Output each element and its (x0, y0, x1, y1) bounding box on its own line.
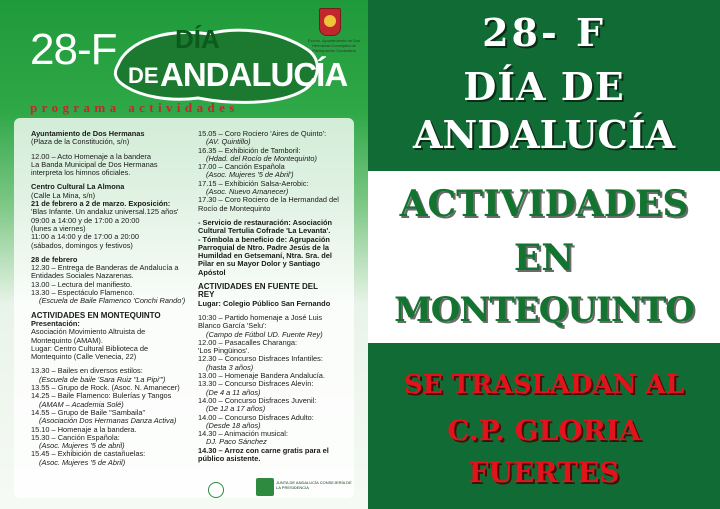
program-column-right (198, 130, 358, 463)
program-line: 15.45 – Exhibición de castañuelas: (31, 449, 146, 459)
program-line: Apóstol (198, 267, 226, 277)
panel-montequinto: MONTEQUINTO (394, 290, 694, 330)
flyer-program-heading: programa actividades (30, 100, 239, 115)
ayuntamiento-logo-text: Excmo. Ayuntamiento de Dos Hermanas Concejalía de Participación Ciudadana (307, 38, 361, 53)
program-line: Rocío de Montequinto (198, 203, 271, 213)
program-line: 14.55 – Grupo de Baile "Sambaila" (31, 407, 146, 417)
program-line: (Asociación Dos Hermanas Danza Activa) (39, 416, 177, 426)
ayuntamiento-crest-icon (319, 8, 341, 36)
program-line: Blanco García 'Selu': (198, 321, 267, 331)
panel-dia-de: DÍA DE (463, 64, 625, 109)
program-line: ACTIVIDADES EN MONTEQUINTO (31, 310, 161, 320)
program-line: Ayuntamiento de Dos Hermanas (31, 129, 145, 138)
program-line: 17.00 – Canción Española (198, 162, 285, 172)
program-line: 13.55 – Grupo de Rock. (Asoc. N. Amanecer) (31, 383, 180, 393)
program-line: (lunes a viernes) (31, 223, 86, 233)
program-line: 12.30 – Concurso Disfraces Infantiles: (198, 354, 323, 364)
program-line: Montequinto (Calle Venecia, 22) (31, 352, 137, 362)
program-line: REY (198, 290, 215, 300)
program-line: 14.00 – Concurso Disfraces Adulto: (198, 412, 314, 422)
program-line: (Asoc. Nuevo Amanecer) (206, 187, 289, 197)
program-line: 14.25 – Baile Flamenco: Bulerías y Tangos (31, 391, 172, 401)
program-line: 12.00 – Pasacalles Charanga: (198, 337, 298, 347)
panel-actividades: ACTIVIDADES (399, 183, 689, 225)
program-line: Asociación Movimiento Altruista de (31, 327, 146, 337)
program-line: 12.30 – Entrega de Banderas de Andalucía a (31, 263, 179, 273)
program-line: Montequinto (AMAM). (31, 335, 103, 345)
program-line: 14.30 – Arroz con carne gratis para el (198, 445, 329, 455)
announcement-panel (368, 0, 720, 509)
program-line: Parroquial de Ntro. Padre Jesús de la (198, 242, 330, 252)
program-line: (Asoc. Mujeres '5 de abril) (39, 441, 125, 451)
panel-andalucia: ANDALUCÍA (413, 112, 675, 157)
program-line: (sábados, domingos y festivos) (31, 240, 133, 250)
program-line: DJ. Paco Sánchez (206, 437, 267, 447)
program-line: 12.00 – Acto Homenaje a la bandera (31, 151, 151, 161)
panel-se-trasladan: SE TRASLADAN AL (404, 370, 684, 400)
program-line: Lugar: Centro Cultural Biblioteca de (31, 343, 149, 353)
program-column-left (31, 130, 191, 467)
program-line: (AMAM – Academia Solé) (39, 399, 124, 409)
program-line: ACTIVIDADES EN FUENTE DEL (198, 282, 319, 292)
program-line: 17.30 – Coro Rociero de la Hermandad del (198, 195, 339, 205)
program-line: (Campo de Fútbol UD. Fuente Rey) (206, 329, 323, 339)
program-line: interpreta los himnos oficiales. (31, 168, 131, 178)
program-line: 15.05 – Coro Rociero 'Aires de Quinto': (198, 129, 327, 138)
program-line: Lugar: Colegio Público San Fernando (198, 298, 331, 308)
program-line: 13.00 – Lectura del manifiesto. (31, 279, 133, 289)
program-line: (hasta 3 años) (206, 362, 254, 372)
program-line: 21 de febrero a 2 de marzo. Exposición: (31, 199, 171, 209)
program-line: 09:00 a 14:00 y de 17:00 a 20:00 (31, 215, 140, 225)
program-line: 28 de febrero (31, 254, 78, 264)
program-line: público asistente. (198, 453, 261, 463)
program-line: - Tómbola a beneficio de: Agrupación (198, 234, 330, 244)
flyer-de-word: DE (128, 63, 159, 88)
program-line: (Escuela de Baile Flamenco 'Conchi Rando') (39, 296, 186, 306)
panel-school-surname: FUERTES (468, 456, 620, 489)
flyer-dia-word: DÍA (175, 24, 220, 54)
program-line: 13.30 – Bailes en diversos estilos: (31, 366, 143, 376)
program-line: 17.15 – Exhibición Salsa-Aerobic: (198, 178, 309, 188)
program-line: (Asoc. Mujeres '5 de Abril) (39, 457, 126, 467)
program-line: 13.30 – Concurso Disfraces Alevín: (198, 379, 314, 389)
program-line: 10:30 – Partido homenaje a José Luis (198, 312, 323, 322)
junta-andalucia-logo-icon (256, 478, 274, 496)
program-line: (De 12 a 17 años) (206, 404, 266, 414)
program-line: Entidades Sociales Nazarenas. (31, 271, 134, 281)
panel-en: EN (513, 237, 575, 279)
program-line: Presentación: (31, 318, 80, 328)
program-line: (Plaza de la Constitución, s/n) (31, 137, 130, 147)
program-line: - Servicio de restauración: Asociación (198, 217, 333, 227)
program-line: 13.00 – Homenaje Bandera Andalucía. (198, 371, 325, 381)
flyer-date: 28-F (30, 25, 117, 74)
junta-logo-text: JUNTA DE ANDALUCÍA CONSEJERÍA DE LA PRESIDENCIA (276, 480, 352, 490)
program-line: (Hdad. del Rocío de Montequinto) (206, 153, 317, 163)
program-line: 11:00 a 14:00 y de 17:00 a 20:00 (31, 232, 139, 242)
program-line: 14.30 – Animación musical: (198, 429, 288, 439)
program-line: 15.30 – Canción Española: (31, 432, 120, 442)
panel-school-name: C.P. GLORIA (447, 414, 641, 447)
program-line: 13.30 – Espectáculo Flamenco. (31, 288, 135, 298)
footer-logos (208, 474, 358, 500)
program-line: (De 4 a 11 años) (206, 387, 261, 397)
program-line: Cultural Tertulia Cofrade 'La Levanta'. (198, 226, 331, 236)
program-line: 14.00 – Concurso Disfraces Juvenil: (198, 395, 317, 405)
program-line: 16.35 – Exhibición de Tamboril: (198, 145, 301, 155)
program-line: 'Blas Infante. Un andaluz universal.125 años' (31, 207, 179, 217)
program-line: La Banda Municipal de Dos Hermanas (31, 159, 158, 169)
institution-seal-icon (208, 482, 224, 498)
program-line: (Escuela de baile 'Sara Ruiz "La Pipi"') (39, 374, 166, 384)
program-line: Humildad en Getsemaní, Ntra. Sra. del (198, 251, 332, 261)
panel-date: 28- F (482, 10, 606, 55)
program-line: (AV. Quintillo) (206, 137, 251, 147)
program-line: (Calle La Mina, s/n) (31, 190, 96, 200)
program-line: (Desde 18 años) (206, 420, 261, 430)
program-line: 'Los Pingüinos'. (198, 346, 250, 356)
flyer-andalucia-word: ANDALUCÍA (160, 56, 348, 93)
program-line: Centro Cultural La Almona (31, 182, 125, 192)
program-line: Pilar en su Mayor Dolor y Santiago (198, 259, 320, 269)
program-line: 15.10 – Homenaje a la bandera. (31, 424, 137, 434)
program-line: (Asoc. Mujeres '5 de Abril') (206, 170, 294, 180)
